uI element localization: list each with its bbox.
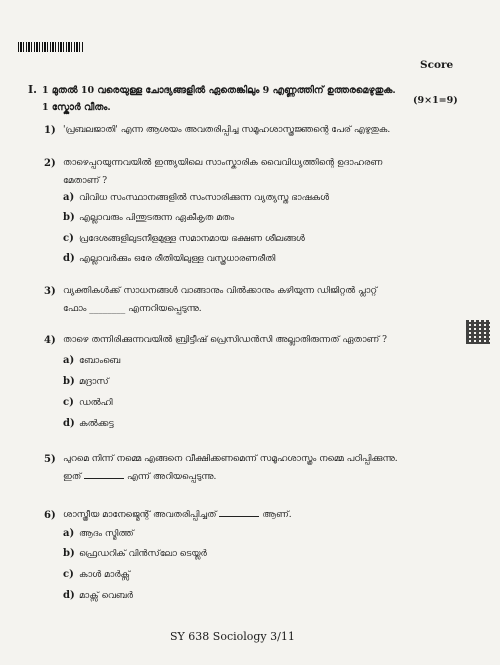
option-letter: c) bbox=[63, 397, 74, 408]
option-text: മദ്രാസ് bbox=[79, 377, 109, 387]
option-letter: c) bbox=[63, 233, 74, 244]
question-number: 6) bbox=[44, 510, 56, 521]
instruction-line-1: 1 മുതൽ 10 വരെയുള്ള ചോദ്യങ്ങളിൽ ഏതെങ്കിലും 9 എണ്ണത്തിന് ഉത്തരമെഴുതുക. bbox=[42, 85, 396, 96]
option-item bbox=[63, 212, 234, 223]
option-letter: a) bbox=[63, 355, 75, 366]
question-number: 5) bbox=[44, 454, 56, 465]
qr-code-image bbox=[466, 320, 490, 344]
section-instruction bbox=[42, 82, 452, 116]
option-text: ഡൽഹി bbox=[79, 398, 113, 408]
option-text: ഫ്രെഡറിക് വിൻസ്‌ലോ ടെയ്ലർ bbox=[79, 549, 207, 559]
barcode-image bbox=[18, 42, 84, 52]
option-text: കാൾ മാർക്സ് bbox=[79, 570, 130, 580]
option-item bbox=[63, 233, 305, 244]
option-item bbox=[63, 397, 113, 408]
option-text: ബോംബെ bbox=[79, 356, 121, 366]
question-text-part: ശാസ്ത്രീയ മാനേജ്മെന്റ് അവതരിപ്പിച്ചത് bbox=[63, 510, 217, 520]
option-item bbox=[63, 355, 120, 366]
option-letter: d) bbox=[63, 253, 75, 264]
page-footer: SY 638 Sociology 3/11 bbox=[170, 630, 295, 643]
option-letter: b) bbox=[63, 376, 75, 387]
option-letter: b) bbox=[63, 212, 75, 223]
option-text: എല്ലാവർക്കും ഒരേ രീതിയിലുള്ള വസ്ത്രധാരണരീതി bbox=[79, 254, 276, 264]
question-text: താഴെ തന്നിരിക്കുന്നവയിൽ ബ്രിട്ടീഷ് പ്രെസിഡൻസി അല്ലാതിരുന്നത് ഏതാണ് ? bbox=[63, 335, 387, 345]
score-label: Score bbox=[420, 59, 454, 71]
option-text: എല്ലാവരും പിന്തുടരുന്ന ഏകീകൃത മതം bbox=[79, 213, 235, 223]
option-text: ആദം സ്മിത്ത് bbox=[79, 529, 134, 539]
option-letter: a) bbox=[63, 528, 75, 539]
option-item bbox=[63, 569, 130, 580]
question-text-line: വ്യക്തികൾക്ക് സാധനങ്ങൾ വാങ്ങാനും വിൽക്കാനും കഴിയുന്ന ഡിജിറ്റൽ പ്ലാറ്റ് bbox=[63, 286, 378, 296]
question-number: 3) bbox=[44, 286, 56, 297]
instruction-line-2: 1 സ്കോർ വീതം. bbox=[42, 102, 111, 113]
question-text bbox=[63, 154, 463, 190]
answer-blank bbox=[219, 507, 259, 517]
question-text-part: ആണ്. bbox=[262, 510, 292, 520]
question-text: 'പ്രബലജാതി' എന്ന ആശയം അവതരിപ്പിച്ച സമൂഹശാസ്ത്രജ്ഞന്റെ പേര് എഴുതുക. bbox=[63, 125, 391, 135]
question-text-line: പുറമെ നിന്ന് നമ്മെ എങ്ങനെ വീക്ഷിക്കണമെന്ന് സമൂഹശാസ്ത്രം നമ്മെ പഠിപ്പിക്കുന്നു. bbox=[63, 454, 398, 464]
section-number: I. bbox=[28, 83, 37, 96]
option-letter: a) bbox=[63, 192, 75, 203]
option-letter: d) bbox=[63, 590, 75, 601]
option-text: വിവിധ സംസ്ഥാനങ്ങളിൽ സംസാരിക്കുന്ന വ്യത്യസ്ത ഭാഷകൾ bbox=[79, 193, 330, 203]
option-item bbox=[63, 192, 329, 203]
question-number: 2) bbox=[44, 158, 56, 169]
option-letter: c) bbox=[63, 569, 74, 580]
question-text-line: താഴെപ്പറയുന്നവയിൽ ഇന്ത്യയിലെ സാംസ്കാരിക വൈവിധ്യത്തിന്റെ ഉദാഹരണ bbox=[63, 158, 383, 168]
option-text: പ്രദേശങ്ങളിലുടനീളമുള്ള സമാനമായ ഭക്ഷണ ശീലങ്ങൾ bbox=[79, 234, 305, 244]
option-text: മാക്സ് വെബർ bbox=[79, 591, 133, 601]
marks-allocation: (9×1=9) bbox=[413, 95, 458, 106]
question-number: 1) bbox=[44, 125, 56, 136]
question-number: 4) bbox=[44, 335, 56, 346]
question-text-line: ഫോം ________ എന്നറിയപ്പെടുന്നു. bbox=[63, 304, 202, 314]
question-text-line: മേതാണ് ? bbox=[63, 176, 108, 186]
option-item bbox=[63, 590, 133, 601]
answer-blank bbox=[84, 469, 124, 479]
option-item bbox=[63, 528, 134, 539]
option-item bbox=[63, 376, 109, 387]
option-letter: b) bbox=[63, 548, 75, 559]
question-text bbox=[63, 282, 463, 318]
question-text-part: എന്ന് അറിയപ്പെടുന്നു. bbox=[126, 472, 217, 482]
option-item bbox=[63, 253, 275, 264]
question-text bbox=[63, 450, 463, 486]
question-text-line bbox=[63, 468, 463, 486]
option-item bbox=[63, 548, 207, 559]
option-text: കൽക്കട്ട bbox=[79, 419, 114, 429]
option-letter: d) bbox=[63, 418, 75, 429]
question-text-part: ഇത് bbox=[63, 472, 82, 482]
question-text bbox=[63, 506, 463, 524]
option-item bbox=[63, 418, 114, 429]
